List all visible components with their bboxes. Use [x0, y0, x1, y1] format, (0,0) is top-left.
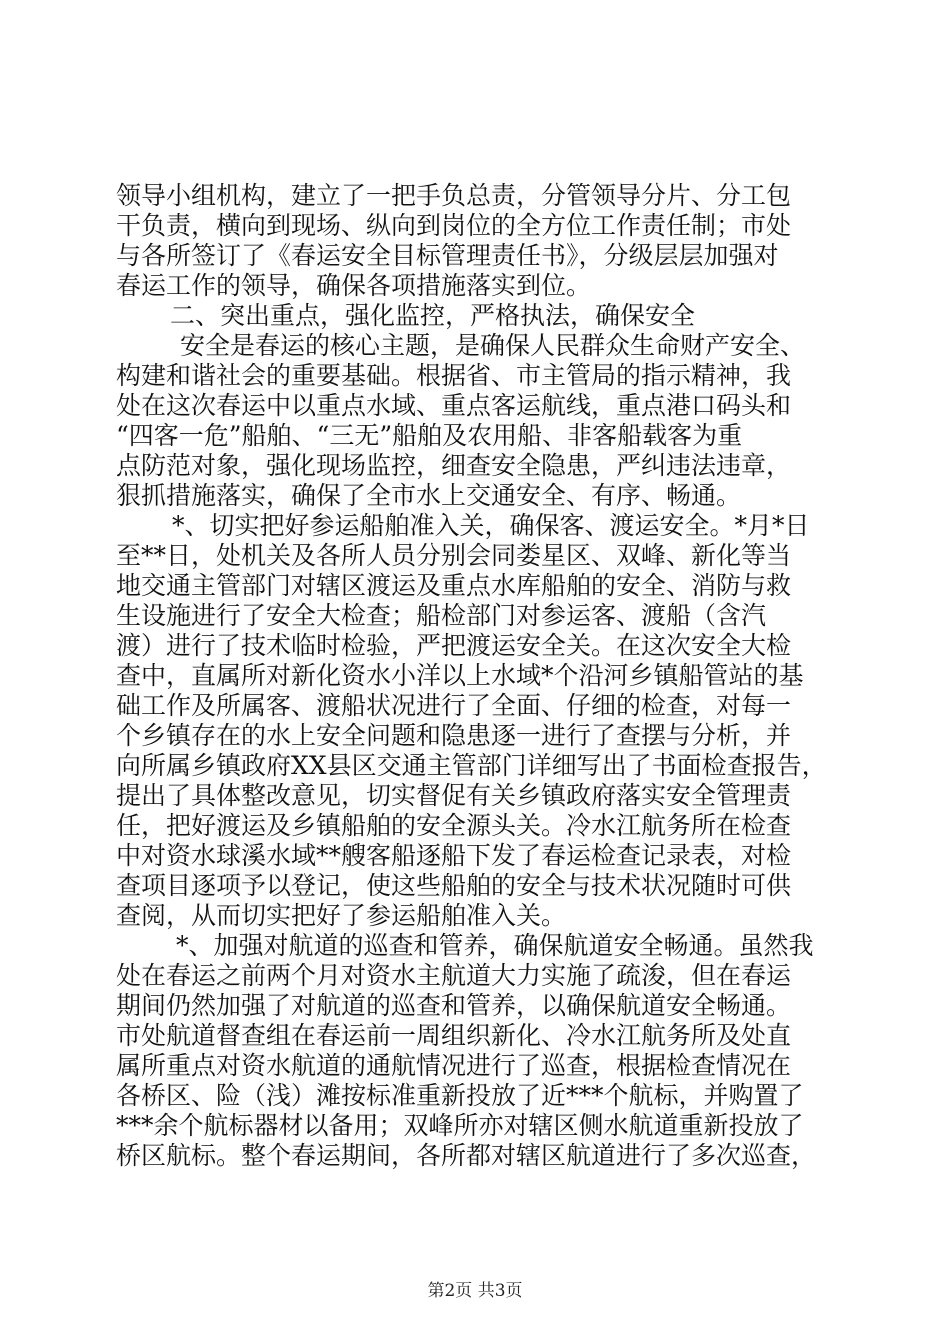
text-line: 生设施进行了安全大检查；船检部门对参运客、渡船（含汽	[116, 601, 767, 630]
text-line: 处在春运之前两个月对资水主航道大力实施了疏浚，但在春运	[116, 961, 792, 990]
text-line: 地交通主管部门对辖区渡运及重点水库船舶的安全、消防与救	[116, 571, 792, 600]
text-line: 狠抓措施落实，确保了全市水上交通安全、有序、畅通。	[116, 481, 742, 510]
text-line: 各桥区、险（浅）滩按标准重新投放了近***个航标，并购置了	[116, 1081, 804, 1110]
text-line: 市处航道督查组在春运前一周组织新化、冷水江航务所及处直	[116, 1021, 792, 1050]
text-line: 与各所签订了《春运安全目标管理责任书》，分级层层加强对	[116, 241, 779, 270]
text-line: 期间仍然加强了对航道的巡查和管养，以确保航道安全畅通。	[116, 991, 792, 1020]
text-line: 春运工作的领导，确保各项措施落实到位。	[116, 271, 592, 300]
text-line: *、切实把好参运船舶准入关，确保客、渡运安全。*月*日	[172, 511, 810, 540]
text-line: 处在这次春运中以重点水域、重点客运航线，重点港口码头和	[116, 391, 792, 420]
text-line: 任，把好渡运及乡镇船舶的安全源头关。冷水江航务所在检查	[116, 811, 792, 840]
text-line: 个乡镇存在的水上安全问题和隐患逐一进行了查摆与分析，并	[116, 721, 792, 750]
text-line: 点防范对象，强化现场监控，细查安全隐患，严纠违法违章，	[116, 451, 792, 480]
text-line: ***余个航标器材以备用；双峰所亦对辖区侧水航道重新投放了	[116, 1111, 804, 1140]
page-footer: 第2页 共3页	[427, 1281, 523, 1301]
text-line: 查阅，从而切实把好了参运船舶准入关。	[116, 901, 567, 930]
text-line: 查项目逐项予以登记，使这些船舶的安全与技术状况随时可供	[116, 871, 792, 900]
text-line: 构建和谐社会的重要基础。根据省、市主管局的指示精神，我	[116, 361, 792, 390]
text-line: *、加强对航道的巡查和管养，确保航道安全畅通。虽然我	[176, 931, 814, 960]
text-line: 查中，直属所对新化资水小洋以上水域*个沿河乡镇船管站的基	[116, 661, 804, 690]
text-line: 桥区航标。整个春运期间，各所都对辖区航道进行了多次巡查，	[116, 1141, 817, 1170]
text-line: 础工作及所属客、渡船状况进行了全面、仔细的检查，对每一	[116, 691, 792, 720]
text-line: 干负责，横向到现场、纵向到岗位的全方位工作责任制；市处	[116, 211, 792, 240]
text-line: 渡）进行了技术临时检验，严把渡运安全关。在这次安全大检	[116, 631, 792, 660]
text-line: 至**日，处机关及各所人员分别会同娄星区、双峰、新化等当	[116, 541, 792, 570]
text-line: 安全是春运的核心主题，是确保人民群众生命财产安全、	[180, 331, 806, 360]
text-line: 领导小组机构，建立了一把手负总责，分管领导分片、分工包	[116, 181, 792, 210]
text-line: 提出了具体整改意见，切实督促有关乡镇政府落实安全管理责	[116, 781, 792, 810]
text-line: 向所属乡镇政府XX县区交通主管部门详细写出了书面检查报告，	[116, 751, 827, 780]
text-line: 中对资水球溪水域**艘客船逐船下发了春运检查记录表，对检	[116, 841, 792, 870]
text-line: “四客一危”船舶、“三无”船舶及农用船、非客船载客为重	[116, 421, 743, 450]
section-heading: 二、突出重点，强化监控，严格执法，确保安全	[170, 301, 696, 330]
text-line: 属所重点对资水航道的通航情况进行了巡查，根据检查情况在	[116, 1051, 792, 1080]
